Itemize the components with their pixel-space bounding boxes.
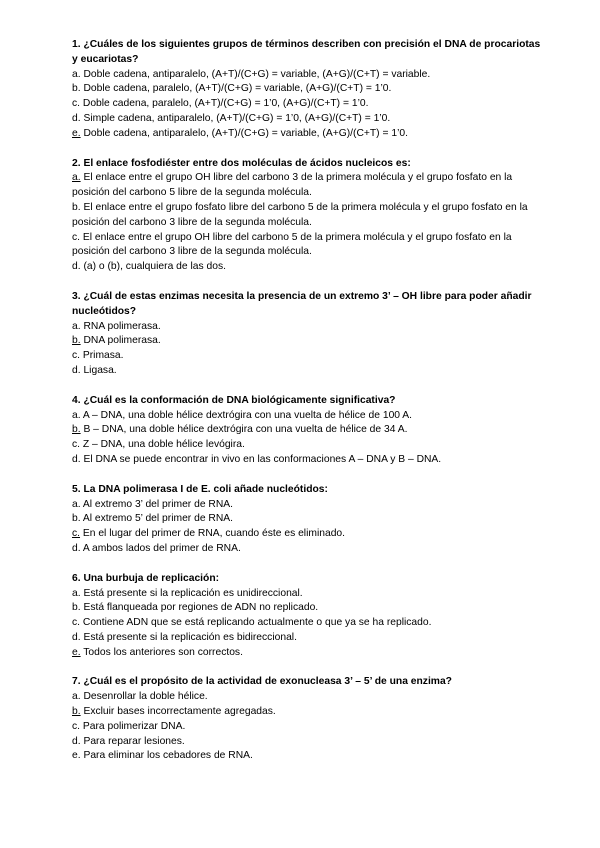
option-letter: a. <box>72 320 81 332</box>
option-letter: a. <box>72 498 81 510</box>
option-text: Está presente si la replicación es bidireccional. <box>80 631 297 643</box>
option <box>72 97 542 112</box>
option-letter: d. <box>72 364 81 376</box>
option-text: Contiene ADN que se está replicando actualmente o que ya se ha replicado. <box>80 617 432 629</box>
option-letter: d. <box>72 542 81 554</box>
option <box>72 260 542 275</box>
option <box>72 171 542 201</box>
option-text: En el lugar del primer de RNA, cuando éste es eliminado. <box>80 528 346 540</box>
question-3 <box>72 290 542 379</box>
option-text: Z – DNA, una doble hélice levógira. <box>80 439 245 451</box>
option <box>72 320 542 335</box>
question-7 <box>72 675 542 764</box>
option-letter: b. <box>72 424 81 436</box>
option <box>72 646 542 661</box>
option-text: DNA polimerasa. <box>80 335 161 347</box>
option <box>72 334 542 349</box>
question-4 <box>72 394 542 468</box>
option <box>72 127 542 142</box>
option <box>72 498 542 513</box>
option-letter: d. <box>72 631 81 643</box>
option <box>72 512 542 527</box>
option-letter: c. <box>72 528 81 540</box>
option <box>72 527 542 542</box>
option-text: Está flanqueada por regiones de ADN no replicado. <box>80 602 319 614</box>
question-title: 6. Una burbuja de replicación: <box>72 572 220 584</box>
option-list <box>72 409 542 468</box>
option-text: Al extremo 5’ del primer de RNA. <box>80 513 234 525</box>
option-letter: d. <box>72 453 81 465</box>
question-title: 2. El enlace fosfodiéster entre dos moléculas de ácidos nucleicos es: <box>72 157 411 169</box>
option-text: Está presente si la replicación es unidireccional. <box>80 587 303 599</box>
option-letter: e. <box>72 750 81 762</box>
question-title: 7. ¿Cuál es el propósito de la actividad de exonucleasa 3’ – 5’ de una enzima? <box>72 676 452 688</box>
option-text: Doble cadena, paralelo, (A+T)/(C+G) = variable, (A+G)/(C+T) = 1’0. <box>80 83 392 95</box>
option <box>72 542 542 557</box>
option-letter: c. <box>72 231 81 243</box>
option-letter: b. <box>72 335 81 347</box>
option-text: Doble cadena, paralelo, (A+T)/(C+G) = 1’0, (A+G)/(C+T) = 1’0. <box>80 98 369 110</box>
option-letter: b. <box>72 706 81 718</box>
option-text: Desenrollar la doble hélice. <box>80 691 208 703</box>
option-letter: c. <box>72 617 81 629</box>
option <box>72 453 542 468</box>
question-title: 1. ¿Cuáles de los siguientes grupos de términos describen con precisión el DNA de procariotas y eucariotas? <box>72 39 541 65</box>
question-title: 5. La DNA polimerasa I de E. coli añade nucleótidos: <box>72 483 328 495</box>
option-list <box>72 498 542 557</box>
question-6 <box>72 572 542 661</box>
option-list <box>72 587 542 661</box>
option-letter: d. <box>72 261 81 273</box>
option <box>72 82 542 97</box>
option-text: Para polimerizar DNA. <box>80 720 186 732</box>
option <box>72 616 542 631</box>
option-text: A ambos lados del primer de RNA. <box>80 542 241 554</box>
option-text: Doble cadena, antiparalelo, (A+T)/(C+G) = variable, (A+G)/(C+T) = 1’0. <box>80 127 408 139</box>
option-letter: d. <box>72 112 81 124</box>
option-letter: e. <box>72 127 81 139</box>
option-letter: a. <box>72 691 81 703</box>
option-text: B – DNA, una doble hélice dextrógira con una vuelta de hélice de 34 A. <box>80 424 408 436</box>
option <box>72 705 542 720</box>
option-text: Para eliminar los cebadores de RNA. <box>80 750 253 762</box>
option-letter: e. <box>72 646 81 658</box>
option-text: Doble cadena, antiparalelo, (A+T)/(C+G) = variable, (A+G)/(C+T) = variable. <box>80 68 431 80</box>
option-text: Primasa. <box>80 350 124 362</box>
option <box>72 409 542 424</box>
option <box>72 587 542 602</box>
option <box>72 231 542 261</box>
option <box>72 601 542 616</box>
option-text: Todos los anteriores son correctos. <box>80 646 243 658</box>
option <box>72 201 542 231</box>
option-text: Al extremo 3’ del primer de RNA. <box>80 498 234 510</box>
option-text: El enlace entre el grupo OH libre del carbono 3 de la primera molécula y el grupo fosfato en la posición del carbono 5 libre de la segunda molécula. <box>72 172 513 199</box>
option-list <box>72 68 542 142</box>
option <box>72 631 542 646</box>
option-text: Simple cadena, antiparalelo, (A+T)/(C+G) = 1’0, (A+G)/(C+T) = 1’0. <box>80 112 391 124</box>
option-text: A – DNA, una doble hélice dextrógira con una vuelta de hélice de 100 A. <box>80 409 413 421</box>
option <box>72 438 542 453</box>
option-text: El enlace entre el grupo OH libre del carbono 5 de la primera molécula y el grupo fosfato en la posición del carbono 3 libre de la segunda molécula. <box>72 231 512 258</box>
option-letter: a. <box>72 172 81 184</box>
option <box>72 720 542 735</box>
option <box>72 68 542 83</box>
question-1 <box>72 38 542 142</box>
option-letter: b. <box>72 201 81 213</box>
option-letter: c. <box>72 350 81 362</box>
option-text: (a) o (b), cualquiera de las dos. <box>80 261 226 273</box>
option-letter: c. <box>72 439 81 451</box>
option-letter: b. <box>72 513 81 525</box>
document-page <box>72 38 542 779</box>
option-text: Para reparar lesiones. <box>80 735 185 747</box>
option-letter: b. <box>72 602 81 614</box>
option-text: El DNA se puede encontrar in vivo en las conformaciones A – DNA y B – DNA. <box>80 453 442 465</box>
option <box>72 349 542 364</box>
option-letter: c. <box>72 98 81 110</box>
option <box>72 364 542 379</box>
option-list <box>72 171 542 275</box>
option-letter: b. <box>72 83 81 95</box>
option-text: Excluir bases incorrectamente agregadas. <box>80 706 276 718</box>
option <box>72 735 542 750</box>
option-text: Ligasa. <box>80 364 117 376</box>
option-text: RNA polimerasa. <box>80 320 161 332</box>
option-letter: a. <box>72 587 81 599</box>
option-letter: a. <box>72 409 81 421</box>
option <box>72 749 542 764</box>
option <box>72 112 542 127</box>
question-title: 3. ¿Cuál de estas enzimas necesita la presencia de un extremo 3’ – OH libre para poder añadir nucleótidos? <box>72 290 532 317</box>
question-title: 4. ¿Cuál es la conformación de DNA biológicamente significativa? <box>72 394 396 406</box>
option <box>72 690 542 705</box>
option-list <box>72 690 542 764</box>
option-letter: d. <box>72 735 81 747</box>
option-letter: c. <box>72 720 81 732</box>
question-5 <box>72 483 542 557</box>
option <box>72 423 542 438</box>
option-text: El enlace entre el grupo fosfato libre del carbono 5 de la primera molécula y el grupo fosfato en la posición del carbono 3 libre de la segunda molécula. <box>72 201 528 228</box>
question-2 <box>72 157 542 275</box>
option-list <box>72 320 542 379</box>
option-letter: a. <box>72 68 81 80</box>
